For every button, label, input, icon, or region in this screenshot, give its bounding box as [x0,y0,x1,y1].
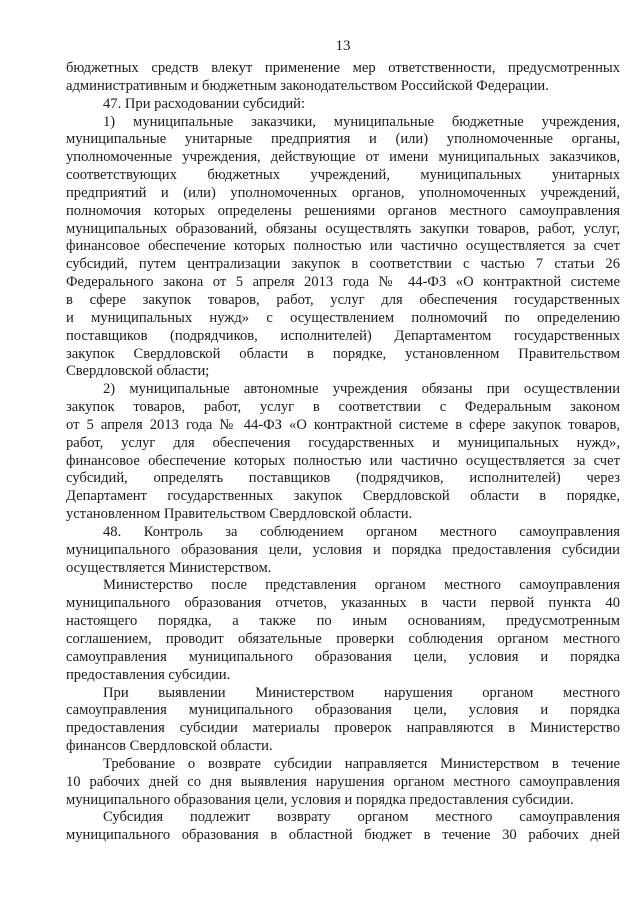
text-line: соответствующих бюджетных учреждений, муниципальных унитарных [66,167,620,184]
text-line: предоставления субсидии материалы проверок направляются в Министерство [66,720,620,737]
text-line: работ, услуг для обеспечения государственных и муниципальных нужд», [66,434,620,451]
text-line: 2) муниципальные автономные учреждения обязаны при осуществлении [103,381,620,398]
text-line: и муниципальных нужд» с осуществлением полномочий по определению [66,309,620,326]
text-line: настоящего порядка, а также по иным основаниям, предусмотренным [66,613,620,630]
text-line: закупок товаров, работ, услуг в соответствии с Федеральным законом [66,399,620,416]
text-line: 10 рабочих дней со дня выявления нарушения органом местного самоуправления [66,773,620,790]
text-line: субсидий, путем централизации закупок в соответствии с частью 7 статьи 26 [66,256,620,273]
text-line: муниципального образования цели, условия и порядка предоставления субсидии. [66,791,574,808]
paragraph [66,114,620,382]
text-line: полномочия которых определены решениями органов местного самоуправления [66,202,620,219]
text-line: 47. При расходовании субсидий: [103,95,306,112]
text-line: предоставления субсидии. [66,666,231,683]
paragraph [66,685,620,756]
text-line: уполномоченные учреждения, действующие от имени муниципальных заказчиков, [66,149,620,166]
paragraph [66,809,620,845]
text-line: самоуправления муниципального образования цели, условия и порядка [66,648,620,665]
paragraph [66,577,620,684]
text-line: от 5 апреля 2013 года № 44-ФЗ «О контрактной системе в сфере закупок товаров, [66,416,620,433]
text-line: субсидий, определять поставщиков (подрядчиков, исполнителей) через [66,470,620,487]
text-line: муниципальных образований, обязаны осуществлять закупки товаров, работ, услуг, [66,220,620,237]
text-line: муниципальные унитарные предприятия и (или) уполномоченные органы, [66,131,620,148]
text-line: бюджетных средств влекут применение мер ответственности, предусмотренных [66,60,620,76]
paragraph [66,756,620,810]
text-line: самоуправления муниципального образования цели, условия и порядка [66,702,620,719]
text-line: Министерство после представления органом местного самоуправления [103,577,620,594]
text-line: Свердловской области; [66,363,210,380]
paragraph [66,96,620,114]
text-line: поставщиков (подрядчиков, исполнителей) Департаментом государственных [66,327,620,344]
paragraph [66,524,620,578]
text-line: 48. Контроль за соблюдением органом местного самоуправления [103,523,620,540]
paragraph [66,381,620,524]
text-line: административным и бюджетным законодательством Российской Федерации. [66,77,549,94]
text-line: муниципального образования в областной бюджет в течение 30 рабочих дней [66,827,620,844]
text-line: финансов Свердловской области. [66,738,273,755]
text-line: муниципального образования цели, условия и порядка предоставления субсидии [66,541,620,558]
text-line: в сфере закупок товаров, работ, услуг для обеспечения государственных [66,291,620,308]
text-line: Департамент государственных закупок Свердловской области в порядке, [66,488,620,505]
page-number: 13 [335,38,351,54]
text-line: Требование о возврате субсидии направляется Министерством в течение [103,755,620,772]
text-line: Федерального закона от 5 апреля 2013 года № 44-ФЗ «О контрактной системе [66,274,620,291]
text-line: закупок Свердловской области в порядке, установленном Правительством [66,345,620,362]
document-body-text [66,60,620,845]
text-line: предприятий и (или) уполномоченных органов, уполномоченных учреждений, [66,184,620,201]
text-line: 1) муниципальные заказчики, муниципальные бюджетные учреждения, [103,113,620,130]
text-line: установленном Правительством Свердловской области. [66,506,413,523]
text-line: финансовое обеспечение которых полностью или частично осуществляется за счет [66,238,620,255]
text-line: муниципального образования отчетов, указанных в части первой пункта 40 [66,595,620,612]
text-line: финансовое обеспечение которых полностью или частично осуществляется за счет [66,452,620,469]
text-line: Субсидия подлежит возврату органом местного самоуправления [103,809,620,826]
paragraph [66,60,620,96]
text-line: При выявлении Министерством нарушения органом местного [103,684,620,701]
text-line: осуществляется Министерством. [66,559,272,576]
text-line: соглашением, проводит обязательные проверки соблюдения органом местного [66,631,620,647]
